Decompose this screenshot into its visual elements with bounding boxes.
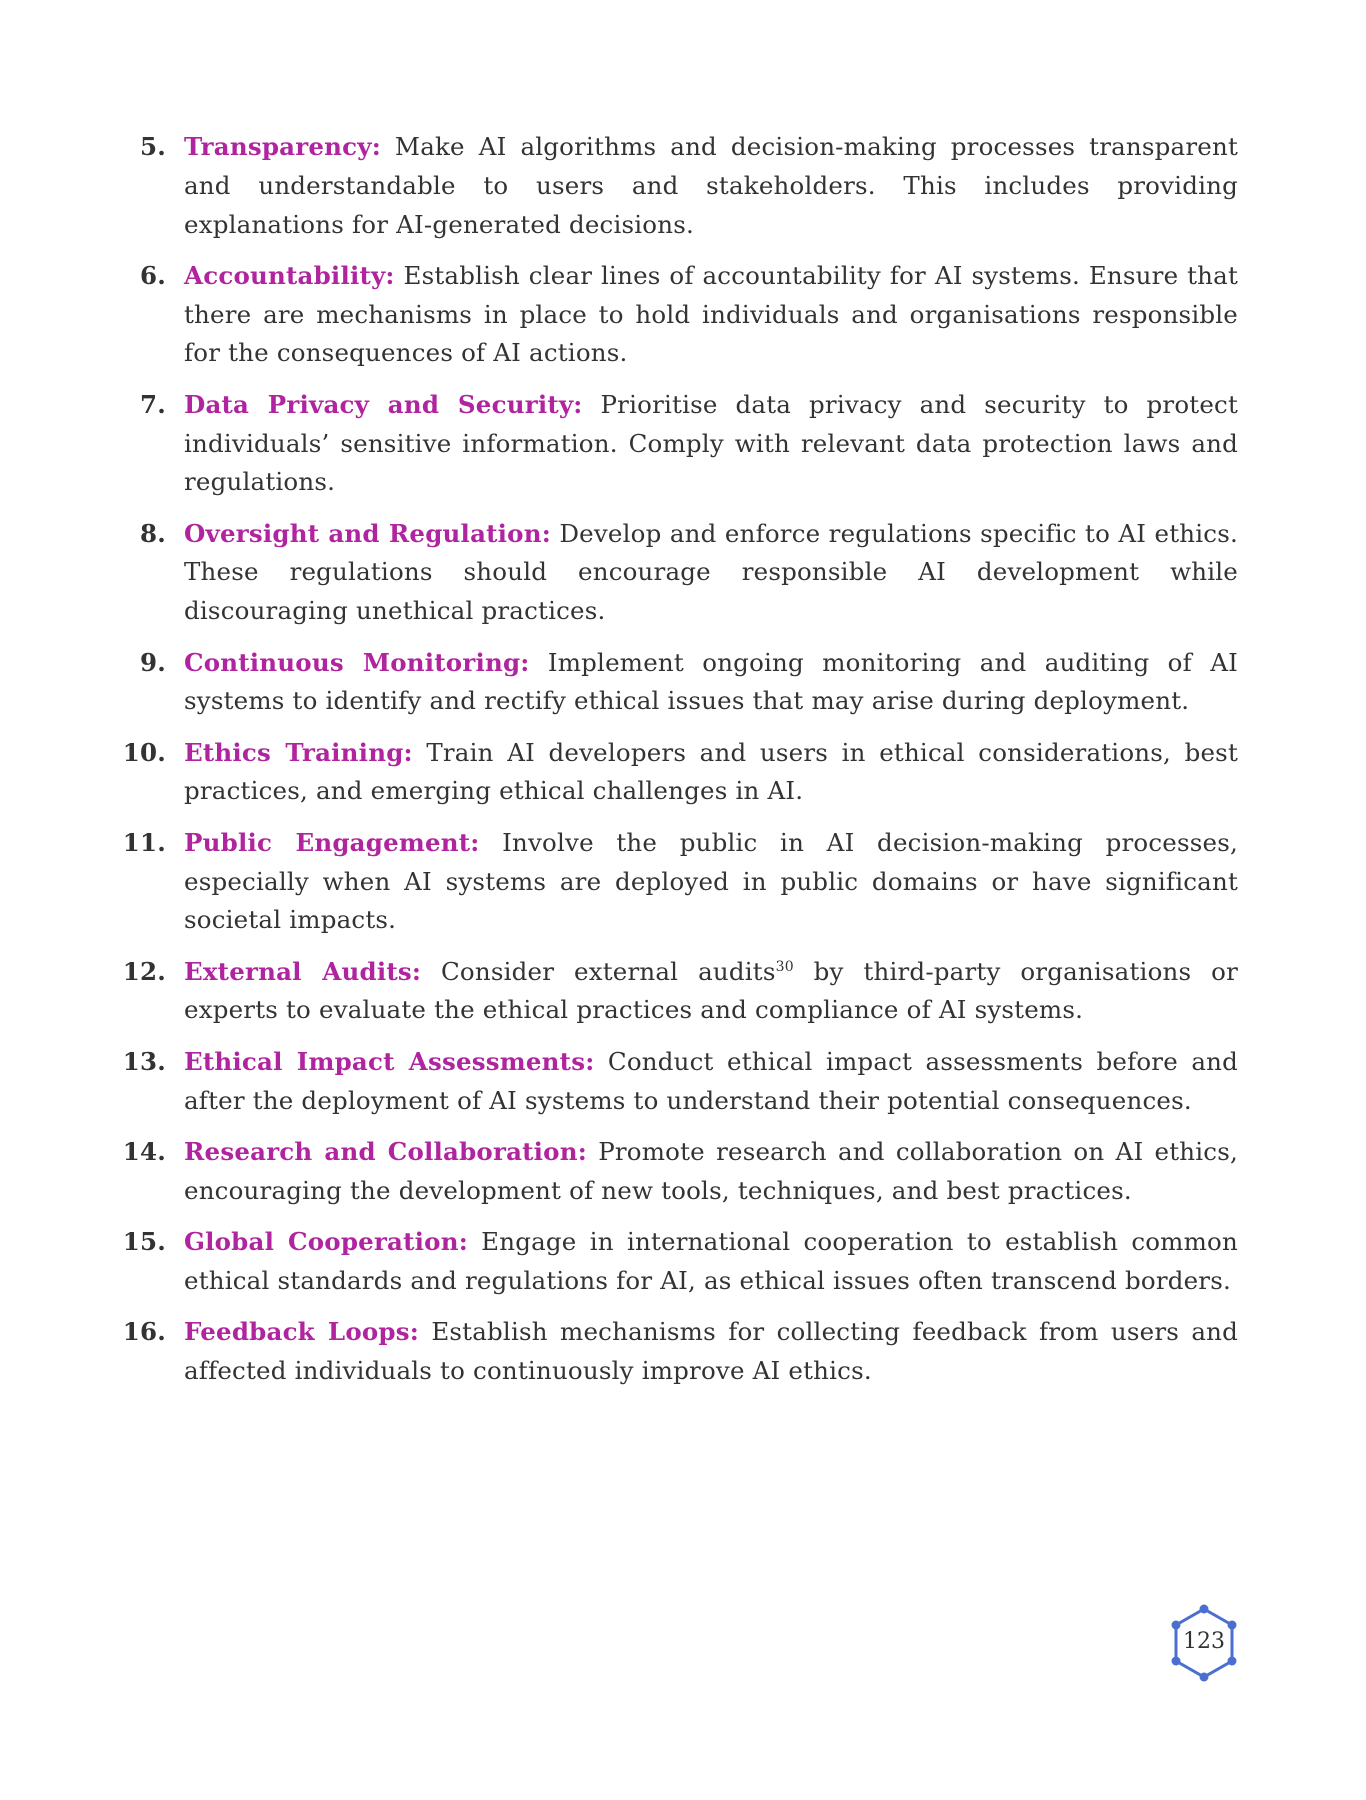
- item-term: Ethical Impact Assessments:: [184, 1046, 595, 1076]
- item-number: 13.: [122, 1046, 166, 1076]
- item-number: 12.: [122, 956, 166, 986]
- item-number: 11.: [122, 827, 166, 857]
- item-description: Implement ongoing monitoring and auditing of AI systems to identify and rectify ethical issues that may arise during deployment.: [184, 647, 1238, 716]
- item-number: 6.: [140, 260, 166, 290]
- item-description: Establish clear lines of accountability for AI systems. Ensure that there are mechanisms in place to hold individuals and organisations responsible for the consequences of AI actions.: [184, 260, 1238, 368]
- item-number: 14.: [122, 1136, 166, 1166]
- item-term: Research and Collaboration:: [184, 1136, 587, 1166]
- item-term: Continuous Monitoring:: [184, 647, 530, 677]
- list-item: [110, 1043, 1238, 1121]
- list-item: [110, 1223, 1238, 1301]
- item-number: 9.: [140, 647, 166, 677]
- item-description: Involve the public in AI decision-making processes, especially when AI systems are deployed in public domains or have significant societal impacts.: [184, 827, 1238, 935]
- item-number: 7.: [140, 389, 166, 419]
- list-item: [110, 644, 1238, 722]
- item-term: External Audits:: [184, 956, 422, 986]
- list-item: [110, 734, 1238, 812]
- item-number: 10.: [122, 737, 166, 767]
- list-item: [110, 953, 1238, 1031]
- item-description: Promote research and collaboration on AI ethics, encouraging the development of new tools, techniques, and best practices.: [184, 1136, 1238, 1205]
- item-term: Global Cooperation:: [184, 1226, 468, 1256]
- item-description-start: Consider external audits: [421, 956, 776, 986]
- item-term: Data Privacy and Security:: [184, 389, 583, 419]
- item-number: 16.: [122, 1317, 166, 1347]
- list-item: [110, 824, 1238, 940]
- list-item: [110, 386, 1238, 502]
- page-number-badge: [1170, 1604, 1238, 1682]
- item-description-end: by third-party organisations or experts to evaluate the ethical practices and compliance of AI systems.: [184, 956, 1238, 1025]
- page-number: 123: [1183, 1629, 1225, 1654]
- item-term: Feedback Loops:: [184, 1317, 419, 1347]
- item-description: Establish mechanisms for collecting feedback from users and affected individuals to continuously improve AI ethics.: [184, 1317, 1238, 1385]
- item-description: Train AI developers and users in ethical considerations, best practices, and emerging ethical challenges in AI.: [184, 737, 1238, 806]
- item-description: Prioritise data privacy and security to protect individuals’ sensitive information. Comply with relevant data protection laws and regulations.: [184, 389, 1238, 497]
- item-number: 8.: [140, 518, 166, 548]
- list-item: [110, 1313, 1238, 1391]
- item-description: Develop and enforce regulations specific to AI ethics. These regulations should encourage responsible AI development while discouraging unethical practices.: [184, 518, 1238, 626]
- list-item: [110, 128, 1238, 244]
- item-description: Engage in international cooperation to establish common ethical standards and regulations for AI, as ethical issues often transcend borders.: [184, 1226, 1238, 1295]
- guidelines-list: [110, 128, 1238, 1403]
- item-term: Ethics Training:: [184, 737, 413, 767]
- item-number: 15.: [122, 1226, 166, 1256]
- list-item: [110, 1133, 1238, 1211]
- list-item: [110, 515, 1238, 631]
- item-number: 5.: [140, 132, 166, 161]
- item-term: Oversight and Regulation:: [184, 518, 551, 548]
- footnote-marker: 30: [775, 958, 794, 975]
- item-term: Accountability:: [184, 260, 395, 290]
- item-description: Make AI algorithms and decision-making processes transparent and understandable to users and stakeholders. This includes providing explanations for AI-generated decisions.: [184, 132, 1238, 239]
- item-term: Transparency:: [184, 132, 381, 161]
- item-term: Public Engagement:: [184, 827, 480, 857]
- list-item: [110, 257, 1238, 373]
- item-description: Conduct ethical impact assessments before and after the deployment of AI systems to understand their potential consequences.: [184, 1046, 1238, 1115]
